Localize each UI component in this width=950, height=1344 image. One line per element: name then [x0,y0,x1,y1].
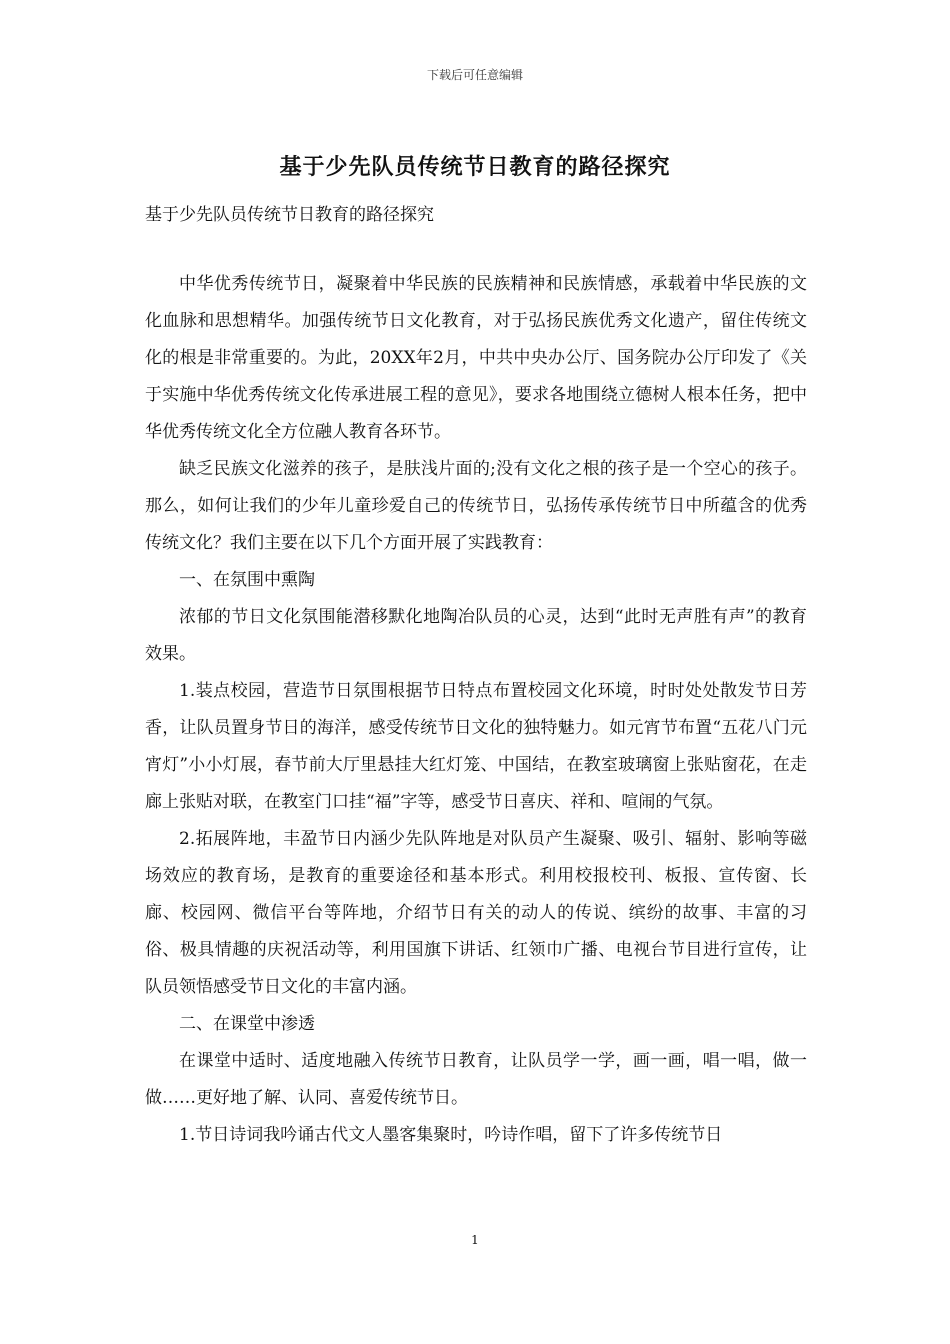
paragraph: 1.节日诗词我吟诵古代文人墨客集聚时，吟诗作唱，留下了许多传统节日 [179,1125,723,1145]
document-title: 基于少先队员传统节日教育的路径探究 [279,154,671,180]
section-heading: 一、在氛围中熏陶 [179,570,315,590]
paragraph: 1.装点校园，营造节日氛围根据节日特点布置校园文化环境，时时处处散发节日芳香，让队员置身节日的海洋，感受传统节日文化的独特魅力。如元宵节布置“五花八门元宵灯”小小灯展，春节前大厅里悬挂大红灯笼、中国结，在教室玻璃窗上张贴窗花，在走廊上张贴对联，在教室门口挂“福”字等，感受节日喜庆、祥和、喧闹的气氛。 [145,681,807,812]
paragraph: 在课堂中适时、适度地融入传统节日教育，让队员学一学，画一画，唱一唱，做一做……更好地了解、认同、喜爱传统节日。 [145,1051,807,1108]
document-subtitle: 基于少先队员传统节日教育的路径探究 [145,205,434,225]
header-note: 下载后可任意编辑 [426,68,523,82]
paragraph: 中华优秀传统节日，凝聚着中华民族的民族精神和民族情感，承载着中华民族的文化血脉和思想精华。加强传统节日文化教育，对于弘扬民族优秀文化遗产，留住传统文化的根是非常重要的。为此，20XX年2月，中共中央办公厅、国务院办公厅印发了《关于实施中华优秀传统文化传承进展工程的意见》，要求各地围绕立德树人根本任务，把中华优秀传统文化全方位融人教育各环节。 [145,274,807,442]
paragraph: 2.拓展阵地，丰盈节日内涵少先队阵地是对队员产生凝聚、吸引、辐射、影响等磁场效应的教育场，是教育的重要途径和基本形式。利用校报校刊、板报、宣传窗、长廊、校园网、微信平台等阵地，介绍节日有关的动人的传说、缤纷的故事、丰富的习俗、极具情趣的庆祝活动等，利用国旗下讲话、红领巾广播、电视台节目进行宣传，让队员领悟感受节日文化的丰富内涵。 [145,829,807,997]
document-body [145,266,807,1154]
paragraph: 缺乏民族文化滋养的孩子，是肤浅片面的;没有文化之根的孩子是一个空心的孩子。那么，如何让我们的少年儿童珍爱自己的传统节日，弘扬传承传统节日中所蕴含的优秀传统文化？我们主要在以下几个方面开展了实践教育： [145,459,807,553]
section-heading: 二、在课堂中渗透 [179,1014,315,1034]
paragraph: 浓郁的节日文化氛围能潜移默化地陶冶队员的心灵，达到“此时无声胜有声”的教育效果。 [145,607,807,664]
page-number: 1 [471,1233,479,1247]
